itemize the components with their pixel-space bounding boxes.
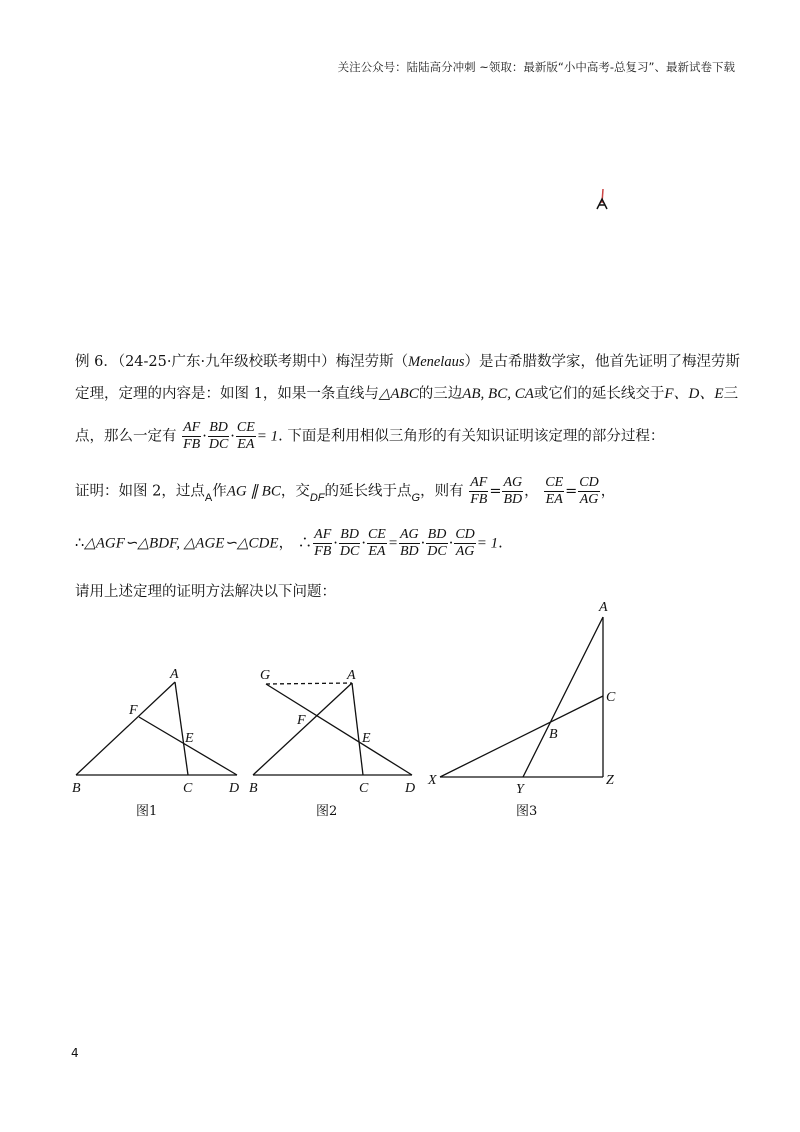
fig2-label-c: C: [359, 781, 369, 796]
theorem-text-4: 三: [723, 386, 739, 402]
fraction-ce-ea: $\frac{CE}{EA}$: [236, 420, 255, 452]
fraction-ce-ea-3: $\frac{CE}{EA}$: [367, 527, 386, 559]
parallel-ag-bc: AG ∥ BC: [226, 483, 281, 500]
figures-panel: [0, 590, 800, 830]
fig3-label-a: A: [599, 600, 608, 615]
theorem-text-3: 或它们的延长线交于: [533, 386, 665, 402]
fig1-label-c: C: [183, 781, 193, 796]
fraction-ag-bd-2: $\frac{AG}{BD}$: [399, 527, 419, 559]
example-line-1: [75, 350, 740, 371]
fraction-bd-dc-2: $\frac{BD}{DC}$: [339, 527, 360, 559]
fig2-label-e: E: [362, 731, 371, 746]
fig1-label-b: B: [72, 781, 81, 796]
segment-df: DF: [309, 491, 325, 504]
fraction-cd-ag-2: $\frac{CD}{AG}$: [455, 527, 475, 559]
fraction-af-fb-2: $\frac{AF}{FB}$: [470, 475, 488, 507]
fig3-label-b: B: [549, 727, 558, 742]
example-intro: 例 6．（24-25·广东·九年级校联考期中）梅涅劳斯（: [75, 354, 409, 370]
figure-3-lines: [440, 617, 603, 777]
page-header: 关注公众号：陆陆高分冲刺 ~领取：最新版“小中高考-总复习”、最新试卷下载: [337, 60, 735, 74]
proof-text-2: 作: [212, 483, 227, 500]
example-line-4: 证明：如图 2，过点$_A$作AG ∥ BC，交$_{DF}$的延长线于点$_G$，则有 $\frac{AF}{FB}$ = $\frac{AG}{BD}$ ， $\frac{CE}{EA}$ = $\frac{CD}{AG}$ ，: [75, 475, 616, 507]
example-line-3: 点，那么一定有 $\frac{AF}{FB}$ · $\frac{BD}{DC}$ · $\frac{CE}{EA}$ = 1. 下面是利用相似三角形的有关知识证明该定理的部分过程：: [75, 420, 665, 452]
fraction-af-fb: $\frac{AF}{FB}$: [183, 420, 201, 452]
therefore-symbol: ∴: [75, 535, 85, 552]
intersection-points: F、D、E: [664, 386, 724, 402]
proof-intro: . 下面是利用相似三角形的有关知识证明该定理的部分过程：: [278, 428, 665, 445]
triangle-sides: AB, BC, CA: [462, 386, 534, 402]
proof-text: 证明：如图 2，过点: [75, 483, 205, 500]
theorem-text: 定理，定理的内容是：如图 1，如果一条直线与: [75, 386, 379, 402]
fig1-label-a: A: [170, 667, 179, 682]
fraction-af-fb-3: $\frac{AF}{FB}$: [314, 527, 332, 559]
comma: ，: [278, 535, 294, 552]
fraction-bd-dc: $\frac{BD}{DC}$: [208, 420, 229, 452]
fraction-ce-ea-2: $\frac{CE}{EA}$: [545, 475, 564, 507]
fraction-bd-dc-3: $\frac{BD}{DC}$: [427, 527, 447, 559]
equals-one-2: = 1: [476, 535, 499, 552]
menelaus-name: Menelaus: [408, 354, 465, 370]
equals-sign: =: [387, 535, 398, 552]
fig1-label-e: E: [185, 731, 194, 746]
point-a: A: [204, 491, 213, 504]
fig1-caption: 图1: [136, 804, 158, 819]
pen-icon: [593, 187, 613, 213]
fig2-label-d: D: [405, 781, 416, 796]
fig2-caption: 图2: [316, 804, 338, 819]
fig3-label-c: C: [606, 690, 616, 705]
fig1-label-d: D: [229, 781, 240, 796]
equals-one: = 1: [256, 428, 279, 445]
proof-text-4: 的延长线于点: [324, 483, 412, 500]
example-intro-tail: ）是古希腊数学家，他首先证明了梅涅劳斯: [464, 354, 740, 370]
theorem-text-5: 点，那么一定有: [75, 428, 177, 445]
fig2-label-a: A: [347, 668, 356, 683]
point-g: G: [411, 491, 421, 504]
example-line-5: ∴△AGF∽△BDF, △AGE∽△CDE， ∴ $\frac{AF}{FB}$ · $\frac{BD}{DC}$ · $\frac{CE}{EA}$ = $\frac{AG}{BD}$ · $\frac{BD}{DC}$ · $\frac{CD}{AG}$ = 1.: [75, 527, 503, 559]
fig3-label-x: X: [428, 773, 437, 788]
figure-1-lines: [76, 682, 237, 775]
triangle-abc: △ABC: [378, 386, 419, 402]
proof-text-5: ，则有: [420, 483, 464, 500]
example-line-2: [75, 382, 738, 403]
fig2-label-b: B: [249, 781, 258, 796]
page-number: 4: [71, 1046, 79, 1060]
fig1-label-f: F: [129, 703, 138, 718]
therefore-symbol-2: ∴: [297, 535, 313, 552]
proof-text-3: ，交: [280, 483, 310, 500]
fraction-ag-bd: $\frac{AG}{BD}$: [503, 475, 523, 507]
figure-2-lines: [253, 683, 412, 775]
fraction-cd-ag: $\frac{CD}{AG}$: [579, 475, 599, 507]
similar-triangles: △AGF∽△BDF, △AGE∽△CDE: [84, 535, 279, 552]
question-prompt: 请用上述定理的证明方法解决以下问题：: [75, 584, 336, 600]
theorem-text-2: 的三边: [418, 386, 463, 402]
fig2-label-f: F: [297, 713, 306, 728]
fig3-label-y: Y: [516, 782, 524, 797]
fig3-caption: 图3: [516, 804, 538, 819]
fig3-label-z: Z: [606, 773, 614, 788]
fig2-label-g: G: [260, 668, 271, 683]
